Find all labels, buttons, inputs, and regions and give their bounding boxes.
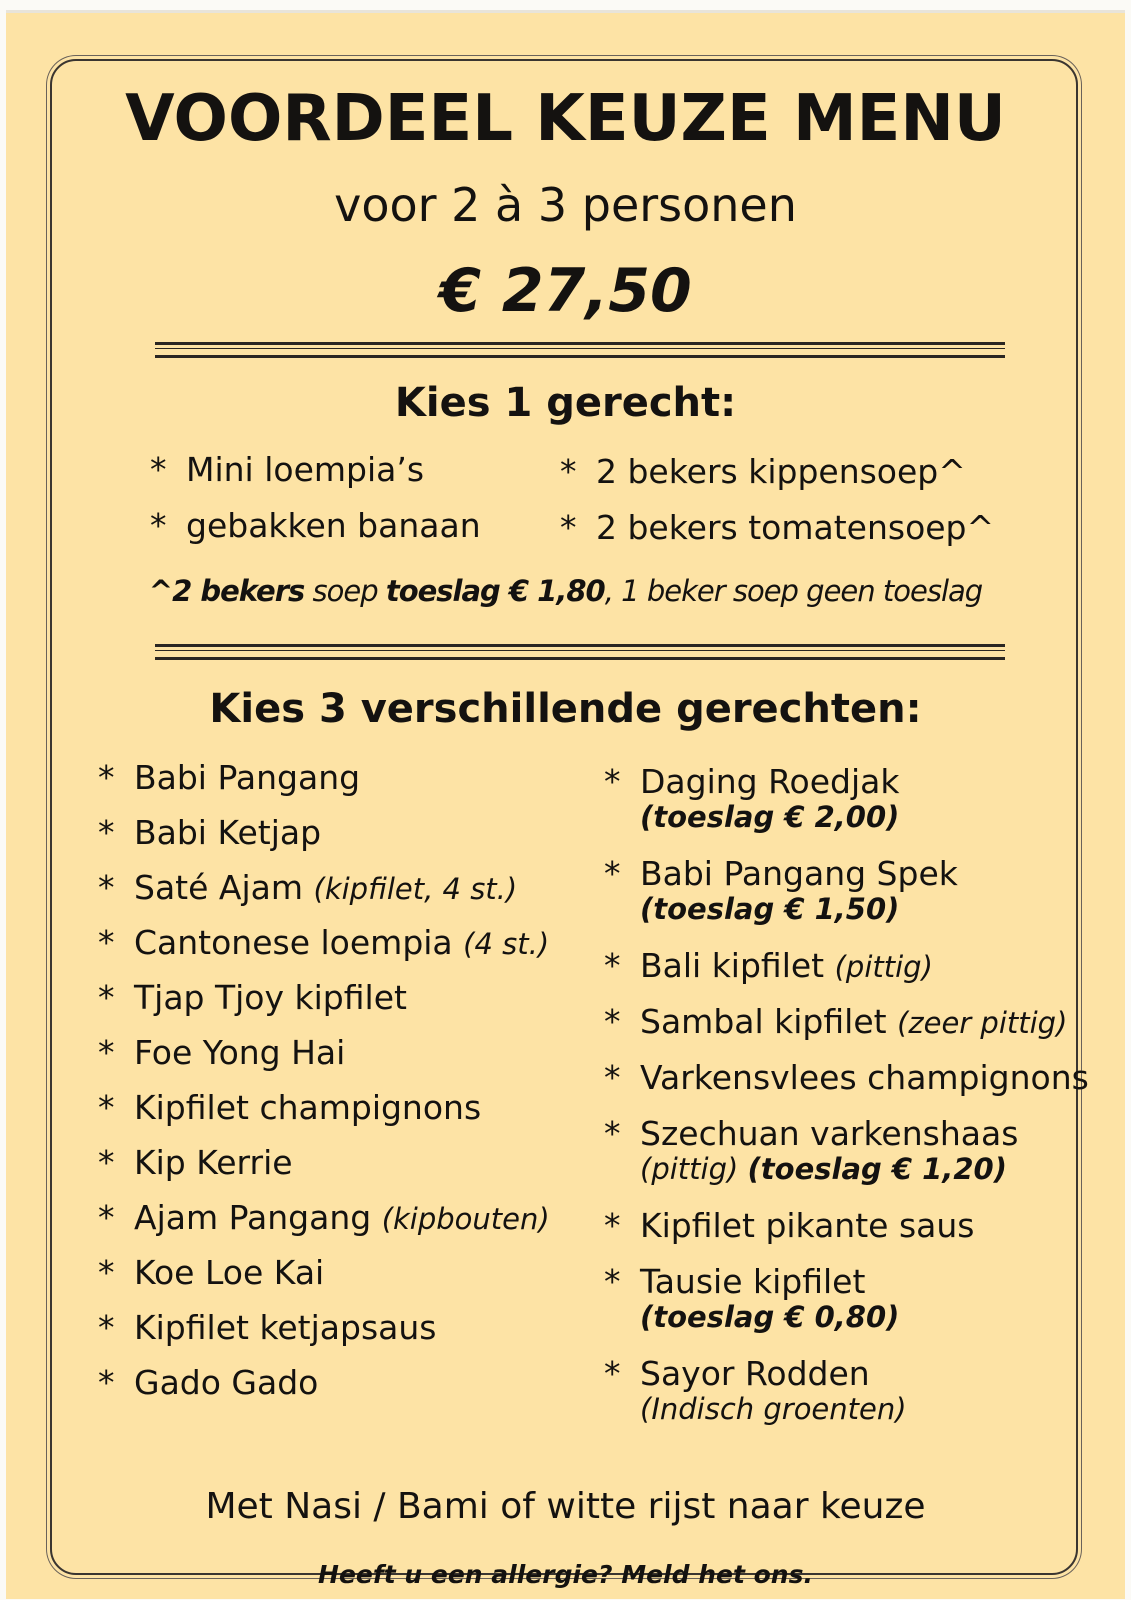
section1-heading: Kies 1 gerecht: [394,380,737,426]
list-item: * Kipfilet ketjapsaus [98,1308,437,1347]
list-item: * Cantonese loempia (4 st.) [98,923,550,962]
list-item: * Foe Yong Hai [98,1033,346,1072]
list-item: * Bali kipfilet (pittig) [604,946,933,985]
list-item: * 2 bekers tomatensoep^ [560,508,995,547]
list-item: * Ajam Pangang (kipbouten) [98,1198,550,1237]
item-name: gebakken banaan [186,506,481,545]
list-item: * Kip Kerrie [98,1143,293,1182]
list-item: * Babi Ketjap [98,813,322,852]
item-name: Mini loempia’s [186,450,425,489]
list-item: * gebakken banaan [150,506,481,545]
list-item: * Szechuan varkenshaas (pittig) (toeslag € 1,20) [604,1114,1019,1187]
list-item: * 2 bekers kippensoep^ [560,452,966,491]
list-item: * Kipfilet champignons [98,1088,482,1127]
rice-choice-note: Met Nasi / Bami of witte rijst naar keuze [205,1486,926,1527]
list-item: * Babi Pangang [98,758,361,797]
list-item: * Mini loempia’s [150,450,425,489]
list-item: * Varkensvlees champignons [604,1058,1089,1097]
list-item: * Daging Roedjak (toeslag € 2,00) [604,762,900,835]
section2-heading: Kies 3 verschillende gerechten: [209,686,922,732]
list-item: * Koe Loe Kai [98,1253,325,1292]
list-item: * Saté Ajam (kipfilet, 4 st.) [98,868,518,907]
menu-price: € 27,50 [439,256,692,326]
list-item: * Gado Gado [98,1363,319,1402]
list-item: * Kipfilet pikante saus [604,1206,975,1245]
soup-surcharge-note: ^2 bekers soep toeslag € 1,80, 1 beker soep geen toeslag [148,574,983,608]
menu-title: VOORDEEL KEUZE MENU [125,82,1006,156]
list-item: * Babi Pangang Spek (toeslag € 1,50) [604,854,958,927]
list-item: * Tjap Tjoy kipfilet [98,978,407,1017]
item-name: 2 bekers kippensoep^ [596,452,966,491]
list-item: * Sambal kipfilet (zeer pittig) [604,1002,1068,1041]
allergy-notice: Heeft u een allergie? Meld het ons. [318,1560,813,1589]
list-item: * Tausie kipfilet (toeslag € 0,80) [604,1262,900,1335]
item-name: 2 bekers tomatensoep^ [596,508,995,547]
divider-middle [155,644,1005,660]
menu-subtitle: voor 2 à 3 personen [334,178,797,232]
divider-top [155,342,1005,358]
menu-card [6,10,1125,1599]
list-item: * Sayor Rodden (Indisch groenten) [604,1354,907,1427]
